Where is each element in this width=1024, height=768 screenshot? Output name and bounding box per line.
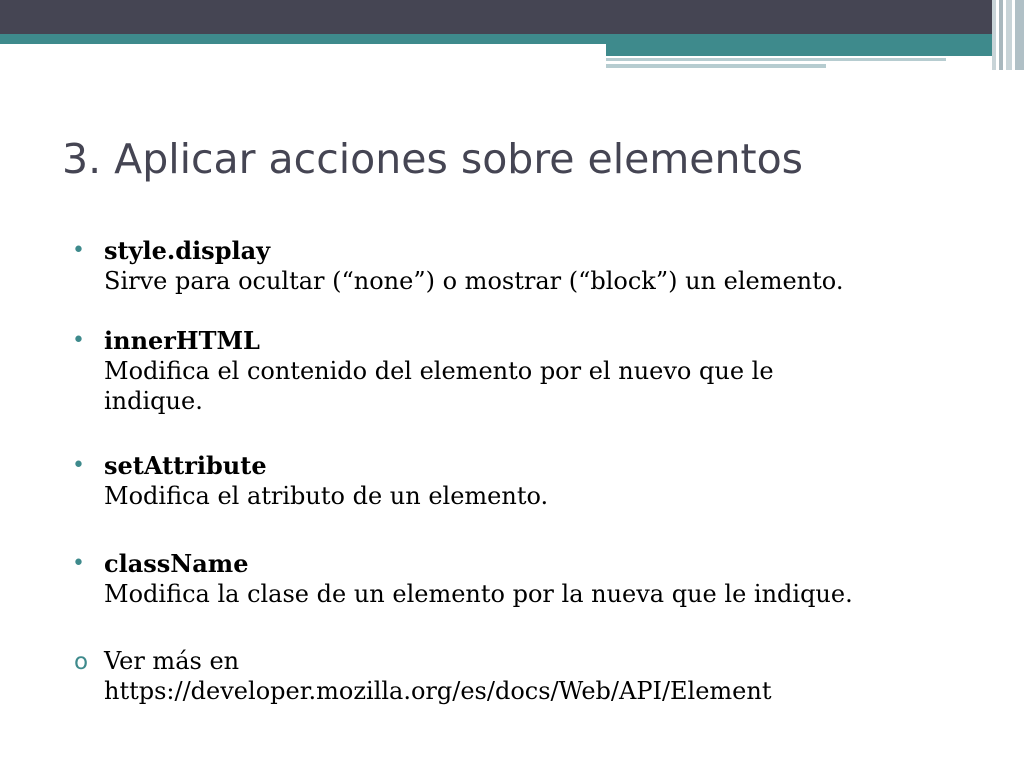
- item-description: Sirve para ocultar (“none”) o mostrar (“block”) un elemento.: [104, 267, 844, 295]
- header-teal-band: [0, 34, 1024, 44]
- item-term: setAttribute: [104, 451, 267, 480]
- bullet-icon: •: [72, 551, 85, 576]
- list-item: [72, 451, 992, 511]
- reference-link[interactable]: https://developer.mozilla.org/es/docs/Web/API/Element: [104, 677, 772, 705]
- circle-bullet-icon: o: [74, 649, 89, 675]
- header-dark-band: [0, 0, 1024, 34]
- item-term: innerHTML: [104, 326, 260, 355]
- header-teal-accent: [606, 44, 1024, 56]
- item-term: className: [104, 549, 249, 578]
- list-item-more: [72, 646, 992, 706]
- header-accent-line: [606, 64, 826, 68]
- item-description: Modifica el atributo de un elemento.: [104, 482, 549, 510]
- bullet-icon: •: [72, 328, 85, 353]
- slide-title: 3. Aplicar acciones sobre elementos: [62, 135, 804, 183]
- bullet-icon: •: [72, 238, 85, 263]
- more-label: Ver más en: [104, 647, 240, 675]
- item-description: Modifica el contenido del elemento por el nuevo que le indique.: [104, 357, 774, 415]
- bullet-list: [72, 236, 992, 706]
- list-item: [72, 326, 992, 416]
- bullet-icon: •: [72, 453, 85, 478]
- item-description: Modifica la clase de un elemento por la nueva que le indique.: [104, 580, 853, 608]
- header-stripes: [992, 0, 1024, 70]
- item-term: style.display: [104, 236, 271, 265]
- list-item: [72, 549, 992, 609]
- list-item: [72, 236, 992, 296]
- header-accent-line: [606, 58, 946, 61]
